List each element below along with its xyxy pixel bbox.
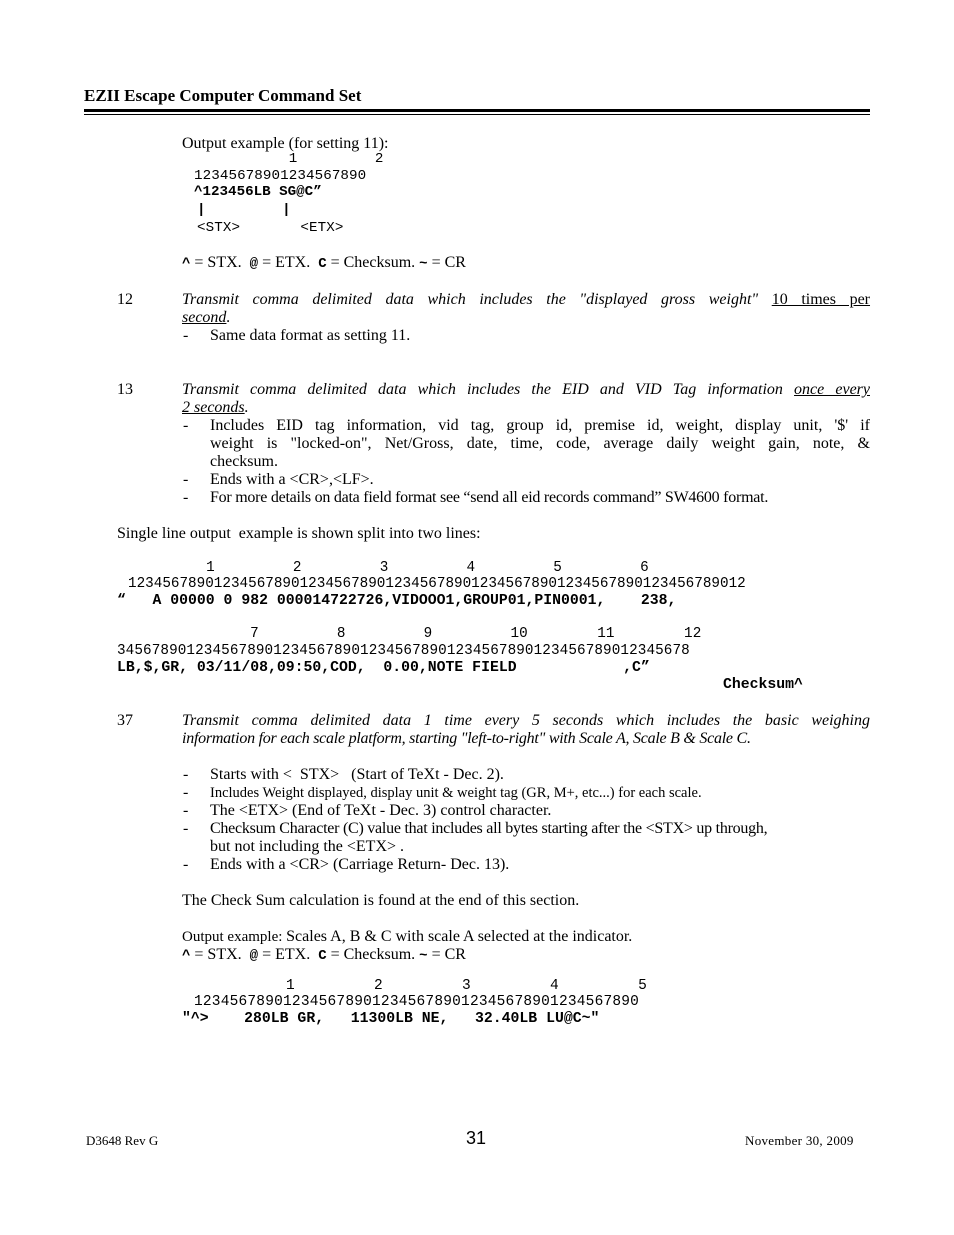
legend-at: @ <box>249 256 259 272</box>
item37-bullet5-dash: - <box>183 856 189 873</box>
item12-desc-line1 <box>182 291 870 309</box>
item37-number: 37 <box>117 712 133 729</box>
single-line-ruler1-tens: 1 2 3 4 5 6 <box>128 560 649 576</box>
item37-bullet1: Starts with < STX> (Start of TeXt - Dec. 2). <box>210 766 504 783</box>
single-line-ruler2-units: 345678901234567890123456789012345678901234567890123456789012345678 <box>117 643 690 659</box>
checksum-note: The Check Sum calculation is found at the end of this section. <box>182 892 580 909</box>
item12-bullet-1: Same data format as setting 11. <box>210 327 411 344</box>
item37-bullet5: Ends with a <CR> (Carriage Return- Dec. 13). <box>210 856 510 873</box>
item12-bullet-dash: - <box>183 327 189 344</box>
setting11-heading: Output example (for setting 11): <box>182 135 389 152</box>
item37-ruler-tens: 1 2 3 4 5 <box>198 978 647 994</box>
legend2-tilde-text: = CR <box>427 946 466 963</box>
item37-bullet3-dash: - <box>183 802 189 819</box>
single-line-data1: “ A 00000 0 982 000014722726,VIDOOO1,GROUP01,PIN0001, 238, <box>117 593 677 609</box>
item13-bullet3-dash: - <box>183 489 189 506</box>
legend-c-text: = Checksum. <box>326 254 416 271</box>
item13-number: 13 <box>117 381 133 398</box>
footer-date: November 30, 2009 <box>745 1133 854 1148</box>
legend-caret: ^ <box>182 256 191 272</box>
item13-desc-line1 <box>182 381 870 399</box>
item13-desc-a: Transmit comma delimited data which includes the EID and VID Tag information <box>182 381 795 398</box>
item12-desc-a: Transmit comma delimited data which includes the "displayed gross weight" <box>182 291 772 308</box>
item13-bullet1-line3: checksum. <box>210 453 278 470</box>
legend-at-text: = ETX. <box>258 254 311 271</box>
single-line-data2: LB,$,GR, 03/11/08,09:50,COD, 0.00,NOTE FIELD ,C” <box>117 660 650 676</box>
item13-desc-end: . <box>244 399 249 416</box>
single-line-ruler2-tens: 7 8 9 10 11 12 <box>198 626 702 642</box>
setting11-sample: ^123456LB SG@C” <box>194 184 322 200</box>
legend-tilde: ~ <box>419 256 428 272</box>
item13-desc-line2 <box>182 399 249 417</box>
item37-bullet4-line2: but not including the <ETX> . <box>210 838 405 855</box>
item12-desc-underline: 10 times per <box>771 291 871 308</box>
item13-bullet2-dash: - <box>183 471 189 488</box>
page-header-title: EZII Escape Computer Command Set <box>84 86 362 105</box>
footer-doc-id: D3648 Rev G <box>86 1133 159 1148</box>
item37-example-text: Scales A, B & C with scale A selected at the indicator. <box>286 928 633 945</box>
single-line-intro: Single line output example is shown split into two lines: <box>117 525 481 542</box>
item13-bullet1-dash: - <box>183 417 189 434</box>
item37-bullet1-dash: - <box>183 766 189 783</box>
header-rule-thick <box>84 109 870 112</box>
item37-bullet2-dash: - <box>183 784 189 801</box>
legend2-caret-text: = STX. <box>190 946 242 963</box>
legend2-c: C <box>318 948 327 964</box>
footer-page-number: 31 <box>466 1128 487 1148</box>
setting11-markers: | | <box>197 202 291 218</box>
item13-bullet1-line2: weight is "locked-on", Net/Gross, date, time, code, average daily weight gain, note, & <box>210 435 870 452</box>
setting11-ruler-units: 12345678901234567890 <box>194 168 367 184</box>
setting11-labels: <STX> <ETX> <box>197 220 344 236</box>
item37-desc-line2: information for each scale platform, starting "left-to-right" with Scale A, Scale B & Scale C. <box>182 730 751 747</box>
legend-caret-text: = STX. <box>190 254 242 271</box>
item12-desc-line2 <box>182 309 230 327</box>
item37-bullet4-dash: - <box>183 820 189 837</box>
legend-line-1 <box>182 254 466 272</box>
item13-desc-underline2: 2 seconds <box>182 399 245 416</box>
item37-bullet4-line1: Checksum Character (C) value that includes all bytes starting after the <STX> up through, <box>210 820 768 837</box>
header-rule-thin <box>84 114 870 115</box>
item13-bullet1-line1: Includes EID tag information, vid tag, group id, premise id, weight, display unit, '$' if <box>210 417 870 434</box>
item13-bullet3: For more details on data field format see “send all eid records command” SW4600 format. <box>210 489 769 506</box>
item37-example-label: Output example: <box>182 929 287 945</box>
item37-bullet3: The <ETX> (End of TeXt - Dec. 3) control character. <box>210 802 552 819</box>
legend-tilde-text: = CR <box>427 254 466 271</box>
setting11-ruler-tens: 1 2 <box>194 151 384 167</box>
item12-desc-underline2: second <box>182 309 227 326</box>
single-line-checksum: Checksum^ <box>723 677 803 693</box>
item12-number: 12 <box>117 291 133 308</box>
item37-desc-line1: Transmit comma delimited data 1 time every 5 seconds which includes the basic weighing <box>182 712 870 729</box>
legend2-caret: ^ <box>182 948 191 964</box>
legend-c: C <box>318 256 327 272</box>
item37-example-line <box>182 928 632 946</box>
item37-ruler-units: 12345678901234567890123456789012345678901234567890 <box>194 994 640 1010</box>
item13-bullet2: Ends with a <CR>,<LF>. <box>210 471 374 488</box>
legend2-tilde: ~ <box>419 948 428 964</box>
item12-desc-end: . <box>226 309 231 326</box>
item13-desc-underline: once every <box>794 381 870 398</box>
legend2-at: @ <box>249 948 259 964</box>
single-line-ruler1-units: 123456789012345678901234567890123456789012345678901234567890123456789012 <box>128 576 746 592</box>
legend2-c-text: = Checksum. <box>326 946 416 963</box>
item37-sample: "^> 280LB GR, 11300LB NE, 32.40LB LU@C~" <box>182 1011 600 1027</box>
item37-bullet2: Includes Weight displayed, display unit & weight tag (GR, M+, etc...) for each scale. <box>210 785 702 801</box>
legend-line-2 <box>182 946 466 964</box>
legend2-at-text: = ETX. <box>258 946 311 963</box>
